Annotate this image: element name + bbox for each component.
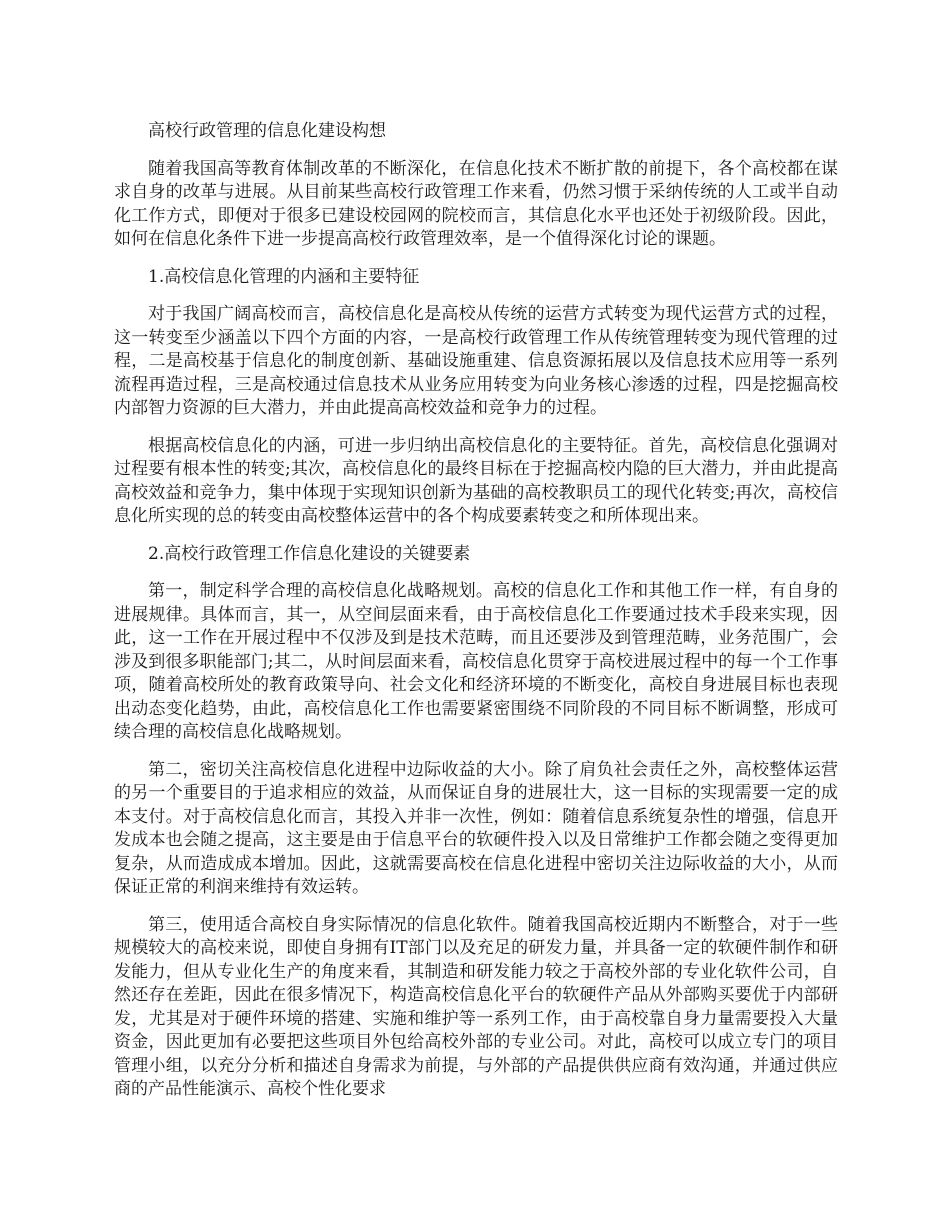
intro-paragraph: 随着我国高等教育体制改革的不断深化，在信息化技术不断扩散的前提下，各个高校都在谋求自身的改革与进展。从目前某些高校行政管理工作来看，仍然习惯于采纳传统的人工或半自动化工作方式，即便对于很多已建设校园网的院校而言，其信息化水平也还处于初级阶段。因此，如何在信息化条件下进一步提高高校行政管理效率，是一个值得深化讨论的课题。: [114, 158, 838, 249]
section-1-paragraph-1: 对于我国广阔高校而言，高校信息化是高校从传统的运营方式转变为现代运营方式的过程，这一转变至少涵盖以下四个方面的内容，一是高校行政管理工作从传统管理转变为现代管理的过程，二是高校基于信息化的制度创新、基础设施重建、信息资源拓展以及信息技术应用等一系列流程再造过程，三是高校通过信息技术从业务应用转变为向业务核心渗透的过程，四是挖掘高校内部智力资源的巨大潜力，并由此提高高校效益和竞争力的过程。: [114, 304, 838, 418]
section-2-paragraph-2: 第二，密切关注高校信息化进程中边际收益的大小。除了肩负社会责任之外，高校整体运营的另一个重要目的于追求相应的效益，从而保证自身的进展壮大，这一目标的实现需要一定的成本支付。对于高校信息化而言，其投入并非一次性，例如：随着信息系统复杂性的增强，信息开发成本也会随之提高，这主要是由于信息平台的软硬件投入以及日常维护工作都会随之变得更加复杂，从而造成成本增加。因此，这就需要高校在信息化进程中密切关注边际收益的大小，从而保证正常的利润来维持有效运转。: [114, 759, 838, 897]
section-1-heading: 1.高校信息化管理的内涵和主要特征: [148, 266, 420, 287]
section-1-paragraph-2: 根据高校信息化的内涵，可进一步归纳出高校信息化的主要特征。首先，高校信息化强调对过程要有根本性的转变;其次，高校信息化的最终目标在于挖掘高校内隐的巨大潜力，并由此提高高校效益和竞争力，集中体现于实现知识创新为基础的高校教职员工的现代化转变;再次，高校信息化所实现的总的转变由高校整体运营中的各个构成要素转变之和所体现出来。: [114, 435, 838, 526]
section-2-paragraph-3: 第三，使用适合高校自身实际情况的信息化软件。随着我国高校近期内不断整合，对于一些规模较大的高校来说，即使自身拥有IT部门以及充足的研发力量，并具备一定的软硬件制作和研发能力，但从专业化生产的角度来看，其制造和研发能力较之于高校外部的专业化软件公司，自然还存在差距，因此在很多情况下，构造高校信息化平台的软硬件产品从外部购买要优于内部研发，尤其是对于硬件环境的搭建、实施和维护等一系列工作，由于高校靠自身力量需要投入大量资金，因此更加有必要把这些项目外包给高校外部的专业公司。对此，高校可以成立专门的项目管理小组，以充分分析和描述自身需求为前提，与外部的产品提供供应商有效沟通，并通过供应商的产品性能演示、高校个性化要求: [114, 914, 838, 1099]
section-2-heading: 2.高校行政管理工作信息化建设的关键要素: [148, 543, 471, 564]
document-page: [114, 120, 838, 1116]
document-title: 高校行政管理的信息化建设构想: [148, 121, 386, 141]
section-2-paragraph-1: 第一，制定科学合理的高校信息化战略规划。高校的信息化工作和其他工作一样，有自身的进展规律。具体而言，其一，从空间层面来看，由于高校信息化工作要通过技术手段来实现，因此，这一工作在开展过程中不仅涉及到是技术范畴，而且还要涉及到管理范畴，业务范围广，会涉及到很多职能部门;其二，从时间层面来看，高校信息化贯穿于高校进展过程中的每一个工作事项，随着高校所处的教育政策导向、社会文化和经济环境的不断变化，高校自身进展目标也表现出动态变化趋势，由此，高校信息化工作也需要紧密围绕不同阶段的不同目标不断调整，形成可续合理的高校信息化战略规划。: [114, 581, 838, 742]
